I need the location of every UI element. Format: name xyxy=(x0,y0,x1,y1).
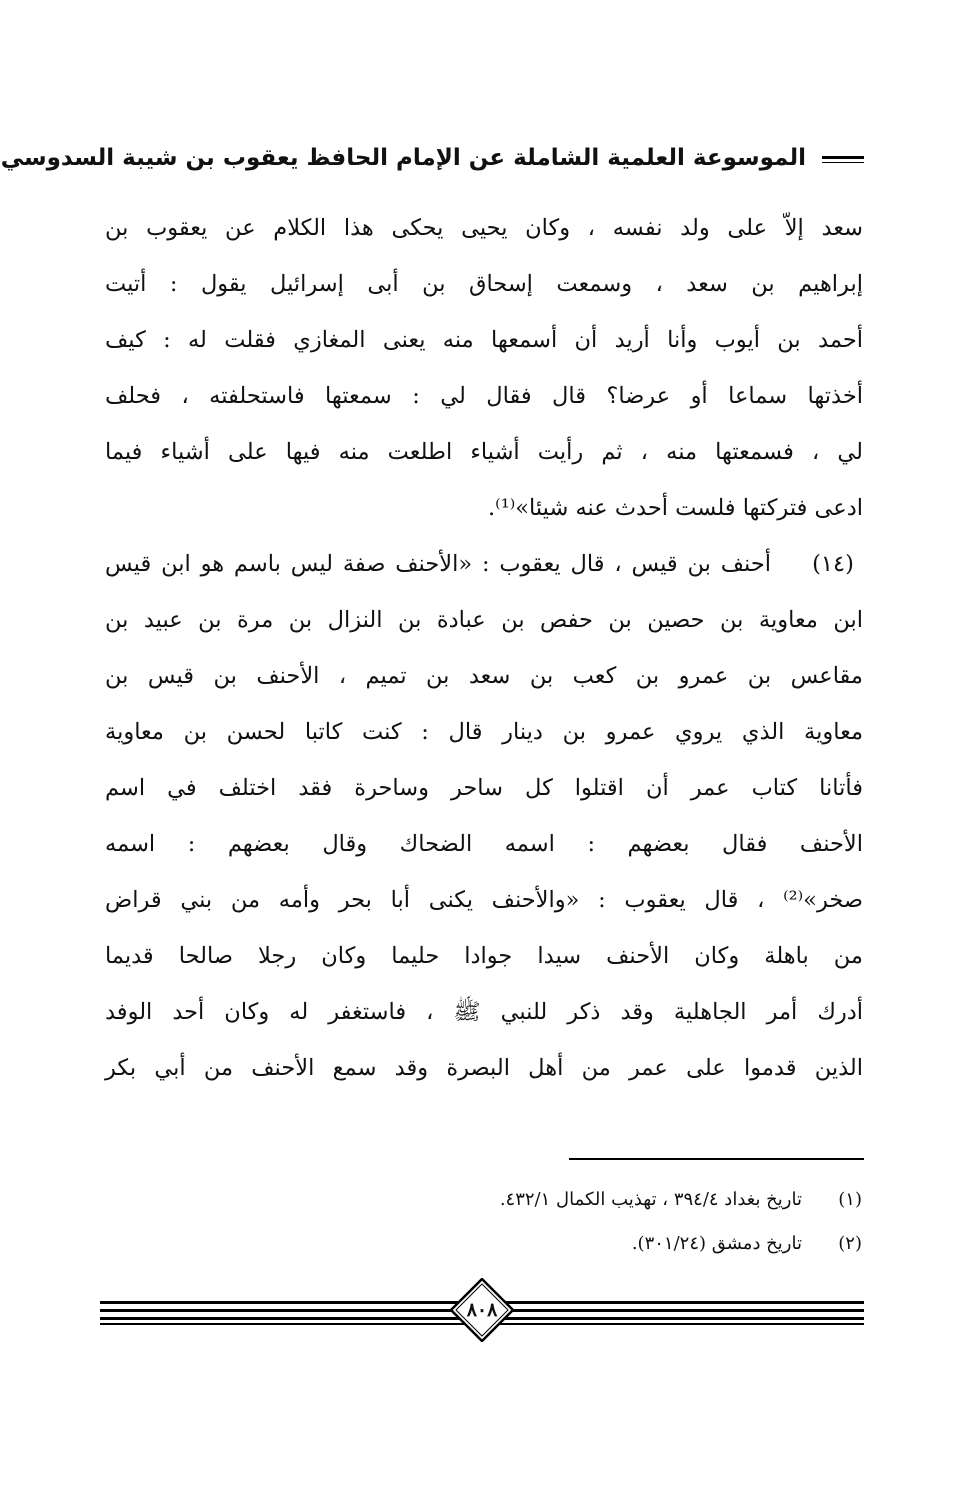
page-number: ٨٠٨ xyxy=(466,1299,498,1321)
text-line: ابن معاوية بن حصين بن حفص بن عبادة بن النزال بن مرة بن عبيد بن xyxy=(105,607,863,633)
page-footer xyxy=(100,1276,864,1356)
text-line: مقاعس بن عمرو بن كعب بن سعد بن تميم ، الأحنف بن قيس بن xyxy=(105,663,863,689)
text-line: إبراهيم بن سعد ، وسمعت إسحاق بن أبى إسرائيل يقول : أتيت xyxy=(105,271,863,297)
text-line: صخر»⁽²⁾ ، قال يعقوب : «والأحنف يكنى أبا بحر وأمه من بني قراض xyxy=(105,887,863,913)
text-line: أحمد بن أيوب وأنا أريد أن أسمعها منه يعنى المغازي فقلت له : كيف xyxy=(105,327,863,353)
header-rule-right xyxy=(822,156,864,159)
text-line: لي ، فسمعتها منه ، ثم رأيت أشياء اطلعت منه فيها على أشياء فيما xyxy=(105,439,863,465)
footnote-text: تاريخ بغداد ٣٩٤/٤ ، تهذيب الكمال ٤٣٢/١. xyxy=(499,1189,802,1210)
footnote-number: (١) xyxy=(838,1189,862,1210)
header-rule-right-thin xyxy=(822,162,864,163)
text-line: أحنف بن قيس ، قال يعقوب : «الأحنف صفة ليس باسم هو ابن قيس xyxy=(105,551,771,577)
footnote-2 xyxy=(262,1222,862,1266)
entry-number: (١٤) xyxy=(812,551,854,577)
header-title: الموسوعة العلمية الشاملة عن الإمام الحافظ يعقوب بن شيبة السدوسي xyxy=(0,145,816,171)
text-line: الأحنف فقال بعضهم : اسمه الضحاك وقال بعضهم : اسمه xyxy=(105,831,863,857)
running-header xyxy=(0,138,864,178)
main-text xyxy=(105,200,863,1096)
footnotes xyxy=(262,1178,862,1266)
text-line: سعد إلاّ على ولد نفسه ، وكان يحيى يحكى هذا الكلام عن يعقوب بن xyxy=(105,215,863,241)
footnote-separator xyxy=(569,1158,864,1160)
text-line: أدرك أمر الجاهلية وقد ذكر للنبي ﷺ ، فاستغفر له وكان أحد الوفد xyxy=(105,999,863,1025)
paragraph-2 xyxy=(105,536,863,1096)
footnote-text: تاريخ دمشق (٣٠١/٢٤). xyxy=(631,1233,802,1254)
text-line: معاوية الذي يروي عمرو بن دينار قال : كنت كاتبا لحسن بن معاوية xyxy=(105,719,863,745)
footnote-number: (٢) xyxy=(838,1233,862,1254)
text-line: ادعى فتركتها فلست أحدث عنه شيئا»⁽¹⁾. xyxy=(488,495,863,521)
footnote-1 xyxy=(262,1178,862,1222)
text-line: فأتانا كتاب عمر أن اقتلوا كل ساحر وساحرة فقد اختلف في اسم xyxy=(105,775,863,801)
text-line: من باهلة وكان الأحنف سيدا جوادا حليما وكان رجلا صالحا قديما xyxy=(105,943,863,969)
text-line: أخذتها سماعا أو عرضا؟ قال فقال لي : سمعتها فاستحلفته ، فحلف xyxy=(105,383,863,409)
paragraph-1 xyxy=(105,200,863,536)
text-line: الذين قدموا على عمر من أهل البصرة وقد سمع الأحنف من أبي بكر xyxy=(105,1055,863,1081)
